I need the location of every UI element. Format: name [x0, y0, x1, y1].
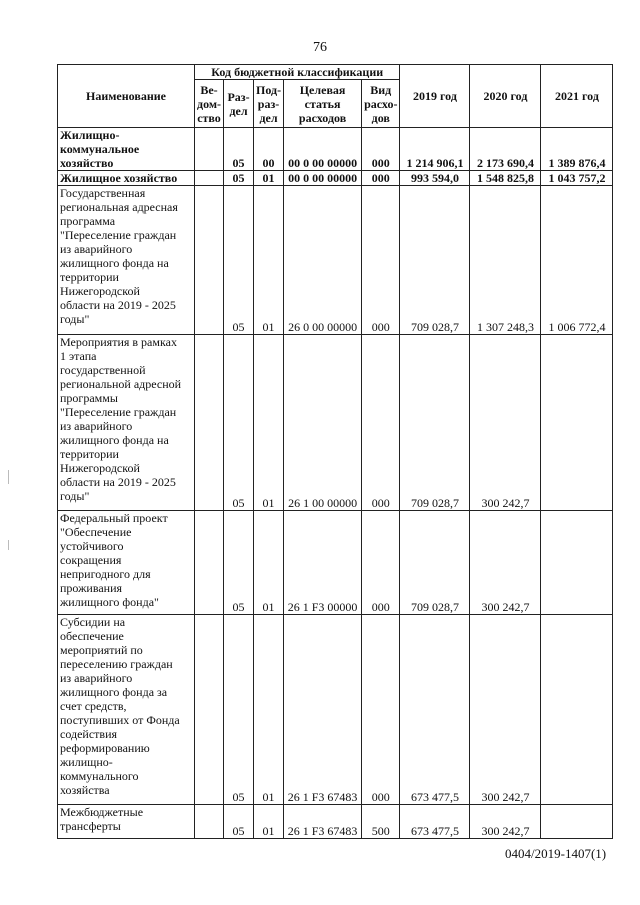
row-vid: 000 — [362, 128, 400, 171]
row-name: Мероприятия в рамках 1 этапа государственной региональной адресной программы "Переселение граждан из аварийного жилищного фонда на территории Нижегородской области на 2019 - 2025 годы" — [58, 335, 195, 511]
row-vid: 000 — [362, 615, 400, 805]
row-2021 — [541, 805, 613, 839]
row-vid: 000 — [362, 335, 400, 511]
row-2020: 300 242,7 — [470, 615, 541, 805]
header-podrazdel: Под- раз- дел — [254, 80, 284, 128]
row-2021 — [541, 511, 613, 615]
budget-table — [57, 64, 613, 839]
row-target: 26 1 00 00000 — [284, 335, 362, 511]
header-razdel: Раз- дел — [224, 80, 254, 128]
row-2020: 300 242,7 — [470, 805, 541, 839]
row-target: 26 1 F3 67483 — [284, 615, 362, 805]
row-target: 26 0 00 00000 — [284, 186, 362, 335]
row-name: Субсидии на обеспечение мероприятий по переселению граждан из аварийного жилищного фонда за счет средств, поступивших от Фонда содействия реформированию жилищно- коммунального хозяйства — [58, 615, 195, 805]
table-row — [58, 511, 613, 615]
row-vedomstvo — [195, 805, 224, 839]
row-vedomstvo — [195, 511, 224, 615]
row-razdel: 05 — [224, 805, 254, 839]
row-vid: 000 — [362, 511, 400, 615]
header-vid: Вид расхо- дов — [362, 80, 400, 128]
row-2019: 709 028,7 — [400, 511, 470, 615]
page-number: 76 — [313, 40, 327, 55]
row-vedomstvo — [195, 615, 224, 805]
row-name: Межбюджетные трансферты — [58, 805, 195, 839]
row-vedomstvo — [195, 128, 224, 171]
table-row — [58, 171, 613, 186]
row-target: 00 0 00 00000 — [284, 171, 362, 186]
document-code: 0404/2019-1407(1) — [505, 846, 607, 861]
header-target: Целевая статья расходов — [284, 80, 362, 128]
row-name: Федеральный проект "Обеспечение устойчивого сокращения непригодного для проживания жилищного фонда" — [58, 511, 195, 615]
row-2020: 2 173 690,4 — [470, 128, 541, 171]
row-razdel: 05 — [224, 128, 254, 171]
row-razdel: 05 — [224, 171, 254, 186]
row-name: Жилищно- коммунальное хозяйство — [58, 128, 195, 171]
row-target: 26 1 F3 67483 — [284, 805, 362, 839]
row-podrazdel: 01 — [254, 335, 284, 511]
row-2021: 1 006 772,4 — [541, 186, 613, 335]
row-2020: 1 548 825,8 — [470, 171, 541, 186]
row-vedomstvo — [195, 171, 224, 186]
row-vid: 500 — [362, 805, 400, 839]
row-2019: 1 214 906,1 — [400, 128, 470, 171]
row-podrazdel: 01 — [254, 615, 284, 805]
row-vid: 000 — [362, 186, 400, 335]
row-2019: 993 594,0 — [400, 171, 470, 186]
header-code-group: Код бюджетной классификации — [195, 65, 400, 80]
row-vedomstvo — [195, 186, 224, 335]
row-2019: 709 028,7 — [400, 335, 470, 511]
row-podrazdel: 01 — [254, 186, 284, 335]
row-2019: 673 477,5 — [400, 805, 470, 839]
row-razdel: 05 — [224, 186, 254, 335]
row-2020: 300 242,7 — [470, 511, 541, 615]
row-vid: 000 — [362, 171, 400, 186]
row-2021: 1 389 876,4 — [541, 128, 613, 171]
row-target: 00 0 00 00000 — [284, 128, 362, 171]
row-razdel: 05 — [224, 335, 254, 511]
row-2021 — [541, 335, 613, 511]
row-podrazdel: 01 — [254, 511, 284, 615]
margin-line — [8, 540, 9, 550]
table-row — [58, 186, 613, 335]
table-row — [58, 128, 613, 171]
row-2021 — [541, 615, 613, 805]
row-vedomstvo — [195, 335, 224, 511]
row-2020: 1 307 248,3 — [470, 186, 541, 335]
row-2019: 673 477,5 — [400, 615, 470, 805]
row-razdel: 05 — [224, 615, 254, 805]
header-2020: 2020 год — [470, 65, 541, 128]
header-name: Наименование — [58, 65, 195, 128]
row-2021: 1 043 757,2 — [541, 171, 613, 186]
header-vedomstvo: Ве- дом- ство — [195, 80, 224, 128]
header-2021: 2021 год — [541, 65, 613, 128]
row-2020: 300 242,7 — [470, 335, 541, 511]
row-name: Государственная региональная адресная программа "Переселение граждан из аварийного жилищного фонда на территории Нижегородской области на 2019 - 2025 годы" — [58, 186, 195, 335]
header-2019: 2019 год — [400, 65, 470, 128]
table-row — [58, 335, 613, 511]
row-podrazdel: 01 — [254, 171, 284, 186]
table-row — [58, 615, 613, 805]
row-podrazdel: 00 — [254, 128, 284, 171]
row-podrazdel: 01 — [254, 805, 284, 839]
row-target: 26 1 F3 00000 — [284, 511, 362, 615]
row-razdel: 05 — [224, 511, 254, 615]
margin-line — [8, 470, 9, 484]
table-row — [58, 805, 613, 839]
row-name: Жилищное хозяйство — [58, 171, 195, 186]
row-2019: 709 028,7 — [400, 186, 470, 335]
